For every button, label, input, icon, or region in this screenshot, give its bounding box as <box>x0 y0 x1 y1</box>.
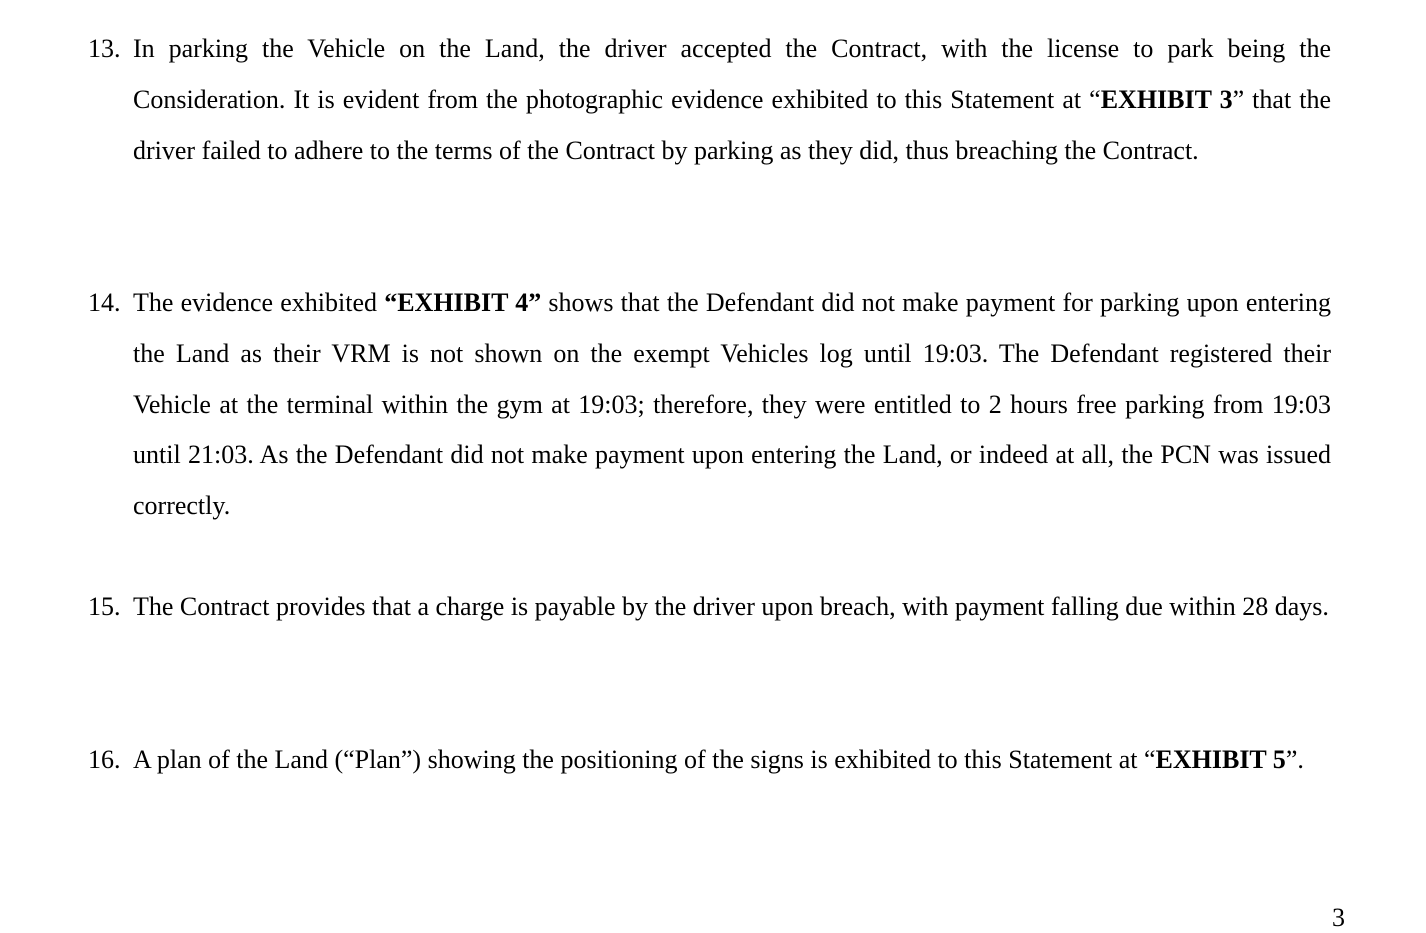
text-segment: In parking the Vehicle on the Land, the driver accepted the Contract, with the license to park being the Consideration. It is evident from the photographic evidence exhibited to this Statement at “ <box>133 34 1331 114</box>
text-segment: A plan of the Land (“Plan”) showing the positioning of the signs is exhibited to this Statement at “ <box>133 745 1156 774</box>
paragraph-text <box>133 24 1331 176</box>
exhibit-reference: EXHIBIT 3 <box>1100 84 1233 114</box>
exhibit-reference: “EXHIBIT 4” <box>384 288 542 317</box>
text-segment: shows that the Defendant did not make payment for parking upon entering the Land as their VRM is not shown on the exempt Vehicles log until 19:03. The Defendant registered their Vehicle at the terminal within the gym at 19:03; therefore, they were entitled to 2 hours free parking from 19:03 until 21:03. As the Defendant did not make payment upon entering the Land, or indeed at all, the PCN was issued correctly. <box>133 288 1332 521</box>
text-segment: ” that the driver failed to adhere to the terms of the Contract by parking as they did, thus breaching the Contract. <box>133 84 1332 165</box>
text-segment: The evidence exhibited <box>133 288 385 317</box>
text-segment: ”. <box>1285 745 1304 774</box>
exhibit-reference: EXHIBIT 5 <box>1155 745 1286 774</box>
paragraph-16 <box>88 735 1331 786</box>
paragraph-number: 13. <box>88 34 121 63</box>
paragraph-text <box>133 278 1331 532</box>
page-number: 3 <box>1332 903 1345 932</box>
paragraph-15 <box>88 582 1331 633</box>
paragraph-number: 14. <box>88 288 121 317</box>
paragraph-number: 16. <box>88 745 121 774</box>
paragraph-text <box>133 735 1331 786</box>
text-segment: The Contract provides that a charge is payable by the driver upon breach, with payment falling due within 28 days. <box>133 592 1329 621</box>
paragraph-14 <box>88 278 1331 532</box>
paragraph-text <box>133 582 1331 633</box>
paragraph-number: 15. <box>88 592 121 621</box>
paragraph-13 <box>88 24 1331 176</box>
